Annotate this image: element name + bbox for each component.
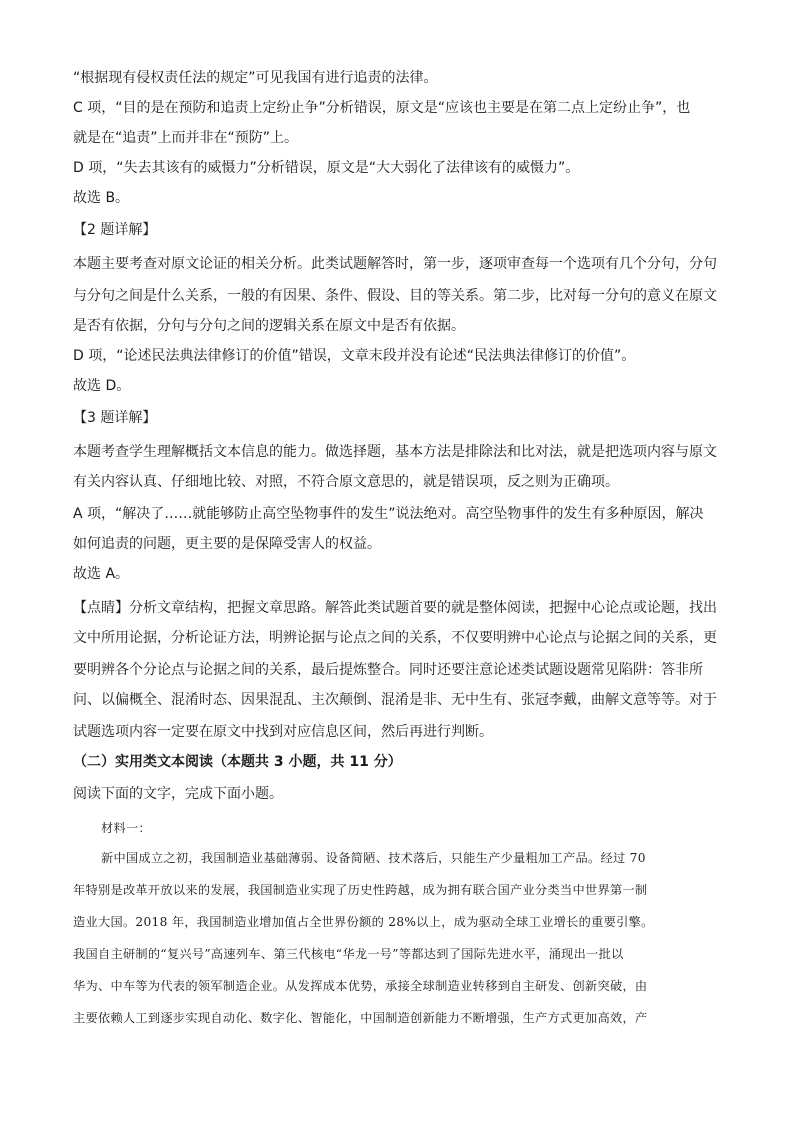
text-line: 华为、中车等为代表的领军制造企业。从发挥成本优势，承接全球制造业转移到自主研发、创新突破，由	[73, 979, 648, 993]
text-line: 【点睛】分析文章结构，把握文章思路。解答此类试题首要的就是整体阅读，把握中心论点或论题，找出	[73, 600, 717, 616]
text-line: 主要依赖人工到逐步实现自动化、数字化、智能化，中国制造创新能力不断增强，生产方式更加高效，产	[73, 1011, 648, 1025]
text-line: 本题主要考查对原文论证的相关分析。此类试题解答时，第一步，逐项审查每一个选项有几个分句，分句	[73, 256, 717, 272]
text-line: 新中国成立之初，我国制造业基础薄弱、设备简陋、技术落后，只能生产少量粗加工产品。经过 70	[101, 851, 646, 865]
text-line: 我国自主研制的“复兴号”高速列车、第三代核电“华龙一号”等都达到了国际先进水平，涌现出一批以	[73, 947, 624, 961]
material-label: 材料一：	[101, 821, 151, 835]
section-heading: 【3 题详解】	[73, 410, 157, 426]
text-line: 文中所用论据，分析论证方法，明辨论据与论点之间的关系，不仅要明辨中心论点与论据之间的关系，更	[73, 630, 717, 646]
text-line: 阅读下面的文字，完成下面小题。	[73, 786, 283, 802]
section-heading: 【2 题详解】	[73, 222, 157, 238]
text-line: 问、以偏概全、混淆时态、因果混乱、主次颠倒、混淆是非、无中生有、张冠李戴，曲解文意等等。对于	[73, 692, 717, 708]
text-line: 与分句之间是什么关系，一般的有因果、条件、假设、目的等关系。第二步，比对每一分句的意义在原文	[73, 288, 717, 304]
text-line: 就是在“追责”上而并非在“预防”上。	[73, 130, 299, 146]
text-line: 有关内容认真、仔细地比较、对照，不符合原文意思的，就是错误项，反之则为正确项。	[73, 474, 619, 490]
text-line: 故选 A。	[73, 566, 130, 582]
text-line: A 项，“解决了……就能够防止高空坠物事件的发生”说法绝对。高空坠物事件的发生有多种原因，解决	[73, 506, 704, 522]
text-line: 如何追责的问题，更主要的是保障受害人的权益。	[73, 536, 381, 552]
text-line: 是否有依据，分句与分句之间的逻辑关系在原文中是否有依据。	[73, 318, 465, 334]
text-line: 造业大国。2018 年，我国制造业增加值占全世界份额的 28%以上，成为驱动全球工业增长的重要引擎。	[73, 915, 654, 929]
text-line: 试题选项内容一定要在原文中找到对应信息区间，然后再进行判断。	[73, 724, 493, 740]
text-line: 要明辨各个分论点与论据之间的关系，最后提炼整合。同时还要注意论述类试题设题常见陷阱：答非所	[73, 662, 703, 678]
text-line: 故选 D。	[73, 378, 131, 394]
text-line: 年特别是改革开放以来的发展，我国制造业实现了历史性跨越，成为拥有联合国产业分类当中世界第一制	[73, 883, 648, 897]
text-line: C 项，“目的是在预防和追责上定纷止争”分析错误，原文是“应该也主要是在第二点上定纷止争”，也	[73, 100, 691, 116]
section-title: （二）实用类文本阅读（本题共 3 小题，共 11 分）	[73, 754, 402, 770]
text-line: D 项，“失去其该有的威慑力”分析错误，原文是“大大弱化了法律该有的威慑力”。	[73, 160, 580, 176]
text-line: 故选 B。	[73, 190, 130, 206]
text-line: D 项，“论述民法典法律修订的价值”错误，文章末段并没有论述“民法典法律修订的价值”。	[73, 348, 636, 364]
text-line: “根据现有侵权责任法的规定”可见我国有进行追责的法律。	[73, 70, 438, 86]
text-line: 本题考查学生理解概括文本信息的能力。做选择题，基本方法是排除法和比对法，就是把选项内容与原文	[73, 444, 717, 460]
